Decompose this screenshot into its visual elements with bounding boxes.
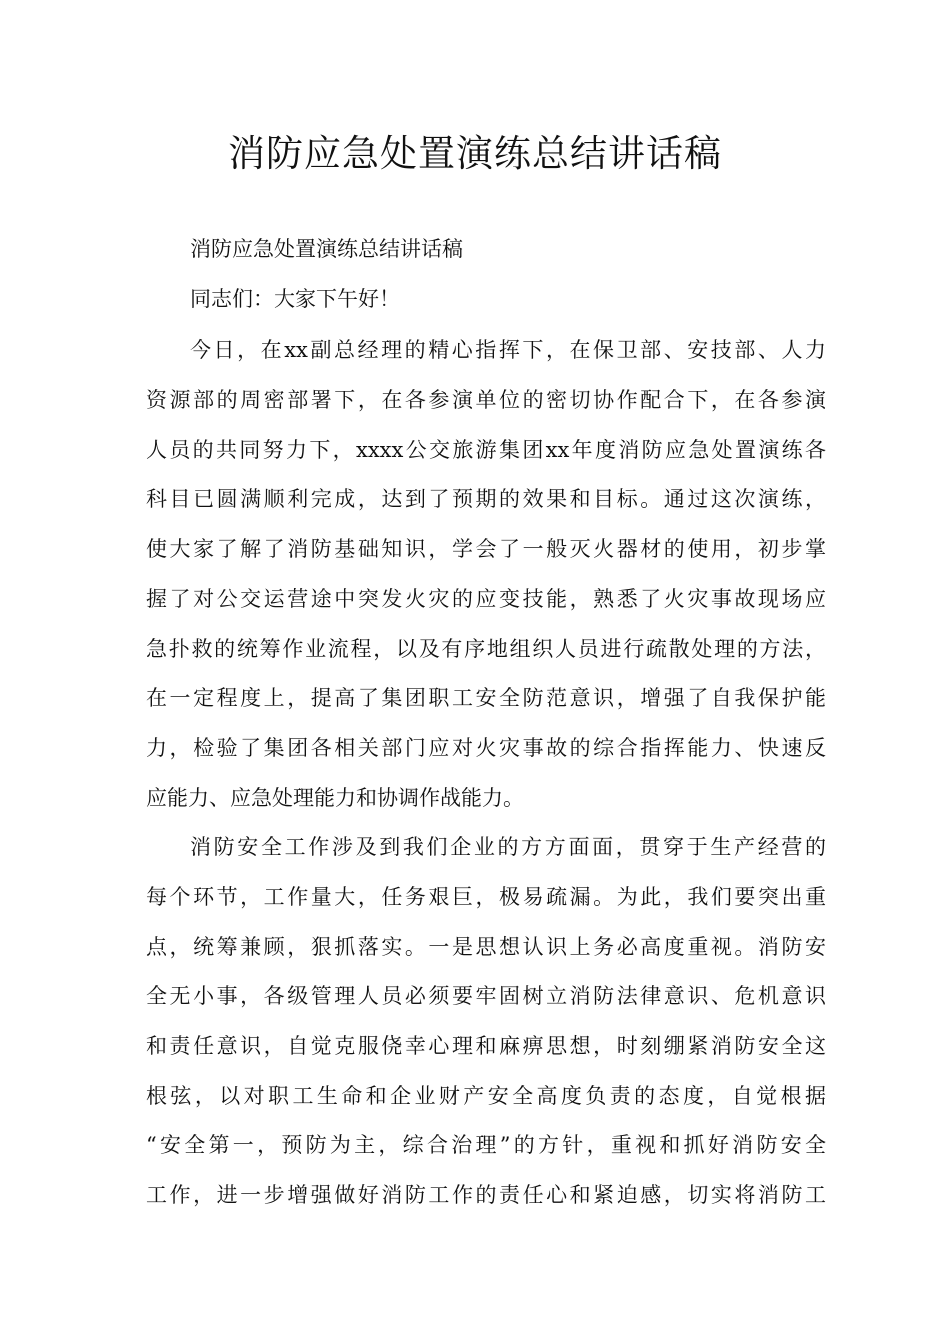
paragraph-2-line: 每个环节，工作量大，任务艰巨，极易疏漏。为此，我们要突出重 — [146, 885, 826, 909]
paragraph-2-line: 点，统筹兼顾，狠抓落实。一是思想认识上务必高度重视。消防安 — [146, 935, 826, 959]
document-title: 消防应急处置演练总结讲话稿 — [228, 132, 722, 175]
paragraph-1-line: 使大家了解了消防基础知识，学会了一般灭火器材的使用，初步掌 — [146, 537, 826, 561]
paragraph-2-line: 消防安全工作涉及到我们企业的方方面面，贯穿于生产经营的 — [190, 835, 826, 859]
paragraph-2-line: 全无小事，各级管理人员必须要牢固树立消防法律意识、危机意识 — [146, 984, 826, 1008]
paragraph-1-line: 资源部的周密部署下，在各参演单位的密切协作配合下，在各参演 — [146, 388, 826, 412]
paragraph-1-line: 今日，在xx副总经理的精心指挥下，在保卫部、安技部、人力 — [190, 338, 826, 362]
paragraph-2-line: 工作，进一步增强做好消防工作的责任心和紧迫感，切实将消防工 — [146, 1183, 826, 1207]
paragraph-1-line: 人员的共同努力下，xxxx公交旅游集团xx年度消防应急处置演练各 — [146, 438, 826, 462]
paragraph-1-line: 力，检验了集团各相关部门应对火灾事故的综合指挥能力、快速反 — [146, 736, 826, 760]
document-subtitle: 消防应急处置演练总结讲话稿 — [190, 237, 463, 261]
paragraph-1-line: 科目已圆满顺利完成，达到了预期的效果和目标。通过这次演练， — [146, 487, 826, 511]
greeting-line: 同志们：大家下午好！ — [190, 287, 400, 311]
paragraph-2-line: 和责任意识，自觉克服侥幸心理和麻痹思想，时刻绷紧消防安全这 — [146, 1034, 826, 1058]
paragraph-2-line: 根弦，以对职工生命和企业财产安全高度负责的态度，自觉根据 — [146, 1084, 826, 1108]
paragraph-2-line: “安全第一，预防为主，综合治理”的方针，重视和抓好消防安全 — [146, 1133, 826, 1157]
paragraph-1-line: 握了对公交运营途中突发火灾的应变技能，熟悉了火灾事故现场应 — [146, 587, 826, 611]
paragraph-1-line: 在一定程度上，提高了集团职工安全防范意识，增强了自我保护能 — [146, 686, 826, 710]
paragraph-1-line: 应能力、应急处理能力和协调作战能力。 — [146, 786, 524, 810]
paragraph-1-line: 急扑救的统筹作业流程，以及有序地组织人员进行疏散处理的方法， — [146, 637, 826, 661]
